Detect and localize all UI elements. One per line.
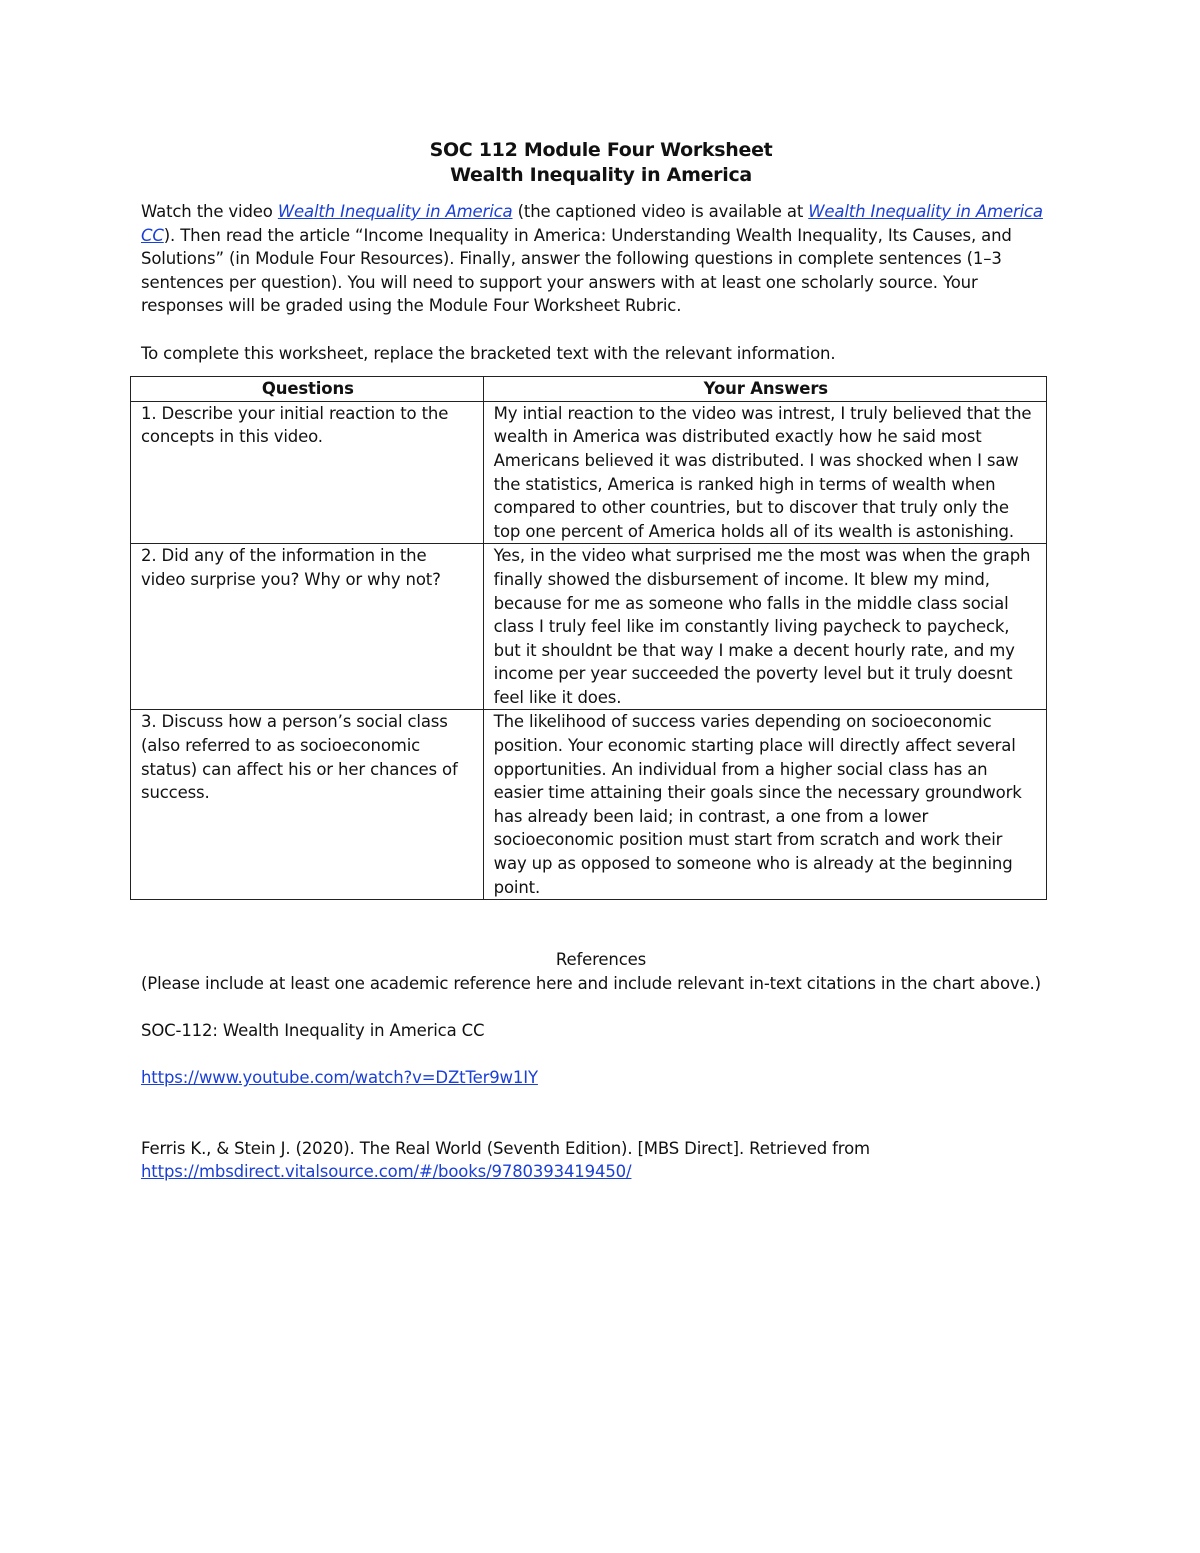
spacer xyxy=(141,1043,1061,1067)
answer-cell[interactable]: Yes, in the video what surprised me the most was when the graph finally showed the disbursement of income. It blew my mind, because for me as someone who falls in the middle class social class I truly feel like im constantly living paycheck to paycheck, but it shouldnt be that way I make a decent hourly rate, and my income per year succeeded the poverty level but it truly doesnt feel like it does. xyxy=(483,544,1046,710)
question-cell: 3. Discuss how a person’s social class (also referred to as socioeconomic status) can affect his or her chances of success. xyxy=(131,710,484,900)
question-cell: 2. Did any of the information in the video surprise you? Why or why not? xyxy=(131,544,484,710)
reference-1-link[interactable]: https://www.youtube.com/watch?v=DZtTer9w1IY xyxy=(141,1068,538,1088)
answer-cell[interactable]: My intial reaction to the video was intrest, I truly believed that the wealth in America was distributed exactly how he said most Americans believed it was distributed. I was shocked when I saw the statistics, America is ranked high in terms of wealth when compared to other countries, but to discover that truly only the top one percent of America holds all of its wealth is astonishing. xyxy=(483,401,1046,544)
question-cell: 1. Describe your initial reaction to the concepts in this video. xyxy=(131,401,484,544)
page-subtitle: Wealth Inequality in America xyxy=(450,164,752,186)
references-heading: References xyxy=(555,950,647,970)
table-row xyxy=(131,710,1047,900)
video-link[interactable]: Wealth Inequality in America xyxy=(277,202,513,221)
page-title: SOC 112 Module Four Worksheet xyxy=(429,139,773,161)
captioned-video-link[interactable]: Wealth Inequality in America CC xyxy=(141,202,1043,245)
intro-paragraph xyxy=(141,200,1061,318)
answers-header: Your Answers xyxy=(483,377,1046,402)
answer-cell[interactable]: The likelihood of success varies depending on socioeconomic position. Your economic starting place will directly affect several opportunities. An individual from a higher social class has an easier time attaining their goals since the necessary groundwork has already been laid; in contrast, a one from a lower socioeconomic position must start from scratch and work their way up as opposed to someone who is already at the beginning point. xyxy=(483,710,1046,900)
intro-text-1: Watch the video xyxy=(141,202,278,221)
references-section xyxy=(141,948,1061,1184)
spacer xyxy=(141,995,1061,1019)
intro-text-3: ). Then read the article “Income Inequality in America: Understanding Wealth Inequality, Its Causes, and Solutions” (in Module Four Resources). Finally, answer the following questions in complete sentences (1–3 sentences per question). You will need to support your answers with at least one scholarly source. Your responses will be graded using the Module Four Worksheet Rubric. xyxy=(141,225,1012,316)
reference-2-link[interactable]: https://mbsdirect.vitalsource.com/#/books/9780393419450/ xyxy=(141,1162,632,1182)
spacer xyxy=(141,1090,1061,1137)
reference-2-text: Ferris K., & Stein J. (2020). The Real World (Seventh Edition). [MBS Direct]. Retrieved from xyxy=(141,1138,870,1158)
intro-text-2: (the captioned video is available at xyxy=(512,202,809,221)
table-row xyxy=(131,544,1047,710)
table-header-row xyxy=(131,377,1047,402)
questions-header: Questions xyxy=(131,377,484,402)
references-note: (Please include at least one academic reference here and include relevant in-text citations in the chart above.) xyxy=(141,973,1041,993)
document-content xyxy=(141,138,1061,1184)
instruction-text: To complete this worksheet, replace the bracketed text with the relevant information. xyxy=(141,343,836,363)
qa-table xyxy=(130,376,1047,900)
title-block xyxy=(141,138,1061,188)
table-row xyxy=(131,401,1047,544)
reference-1-text: SOC-112: Wealth Inequality in America CC xyxy=(141,1021,485,1040)
